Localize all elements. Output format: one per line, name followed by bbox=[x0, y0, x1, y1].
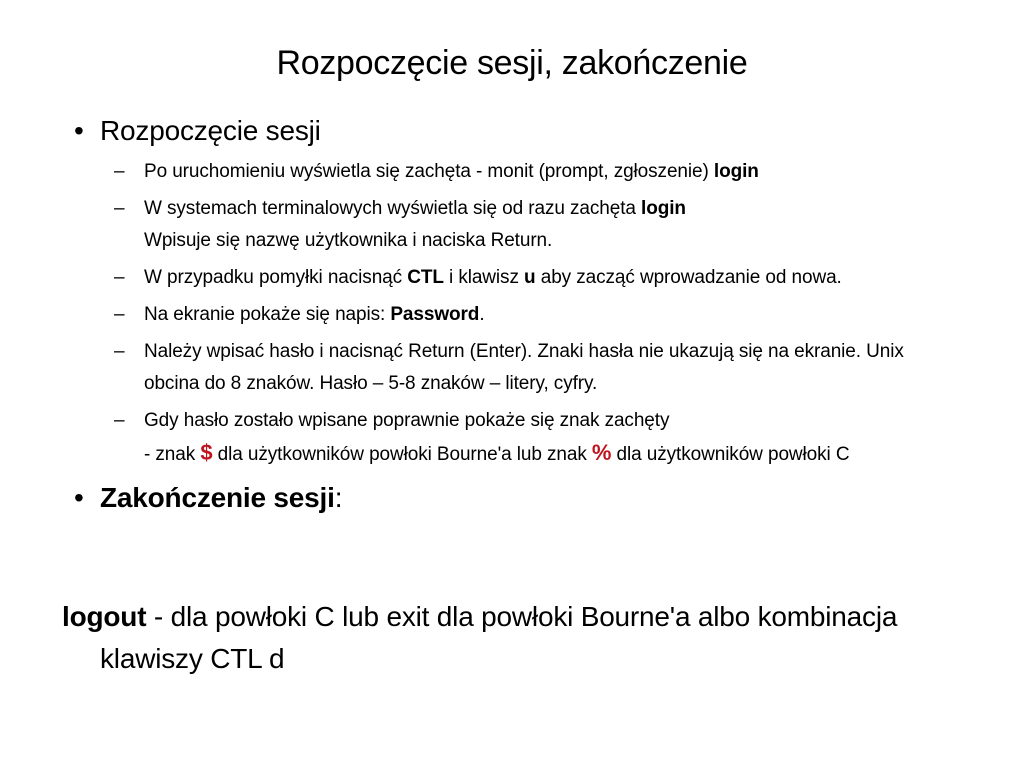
sub-item bbox=[108, 405, 962, 471]
sub-item-text: Wpisuje się nazwę użytkownika i naciska Return. bbox=[144, 230, 553, 251]
keyword: Password bbox=[390, 304, 480, 325]
sub-item bbox=[108, 156, 962, 188]
keyword: logout bbox=[62, 601, 147, 632]
dash-icon: – bbox=[114, 198, 125, 219]
keyword: login bbox=[713, 161, 759, 182]
sub-item-text: W przypadku pomyłki nacisnąć bbox=[144, 267, 408, 288]
section-heading: Rozpoczęcie sesji bbox=[100, 115, 321, 146]
keyword: login bbox=[641, 198, 686, 219]
sub-item-text: dla użytkowników powłoki C bbox=[611, 444, 850, 465]
dash-icon: – bbox=[114, 341, 125, 362]
bullet-icon: • bbox=[74, 482, 84, 513]
sub-item-text: Po uruchomieniu wyświetla się zachęta - monit (prompt, zgłoszenie) bbox=[144, 161, 714, 182]
sub-item-text: W systemach terminalowych wyświetla się od razu zachęta bbox=[144, 198, 642, 219]
paragraph-text: - dla powłoki C lub exit dla powłoki Bourne'a albo kombinacja klawiszy CTL d bbox=[100, 601, 898, 674]
dash-icon: – bbox=[114, 267, 125, 288]
dash-icon: – bbox=[114, 410, 125, 431]
sub-item bbox=[108, 262, 962, 294]
sub-list bbox=[108, 156, 962, 471]
slide-content bbox=[62, 112, 962, 523]
section-heading: Zakończenie sesji bbox=[100, 482, 335, 513]
heading-suffix: : bbox=[334, 482, 343, 513]
keyword: CTL bbox=[407, 267, 444, 288]
logout-paragraph bbox=[62, 596, 1000, 680]
sub-item-text: i klawisz bbox=[443, 267, 525, 288]
bullet-icon: • bbox=[74, 115, 84, 146]
keyword: u bbox=[524, 267, 536, 288]
dash-icon: – bbox=[114, 161, 125, 182]
sub-item-text: Należy wpisać hasło i nacisnąć Return (Enter). Znaki hasła nie ukazują się na ekranie. Unix obcina do 8 znaków. Hasło – 5-8 znaków – litery, cyfry. bbox=[144, 341, 904, 394]
sub-item bbox=[108, 336, 962, 400]
bullet-item-start-session bbox=[62, 112, 962, 150]
sub-item-text: Na ekranie pokaże się napis: bbox=[144, 304, 391, 325]
sub-item bbox=[108, 299, 962, 331]
sub-item-text: Gdy hasło zostało wpisane poprawnie pokaże się znak zachęty bbox=[144, 410, 670, 431]
sub-item-text: dla użytkowników powłoki Bourne'a lub znak bbox=[212, 444, 592, 465]
sub-item-text: . bbox=[479, 304, 485, 325]
sub-item-text: - znak bbox=[144, 444, 201, 465]
percent-symbol: % bbox=[591, 440, 612, 465]
sub-item-text: aby zacząć wprowadzanie od nowa. bbox=[535, 267, 842, 288]
bullet-item-end-session bbox=[62, 479, 962, 517]
sub-item bbox=[108, 193, 962, 257]
slide-title: Rozpoczęcie sesji, zakończenie bbox=[276, 44, 748, 82]
dollar-symbol: $ bbox=[200, 440, 213, 465]
dash-icon: – bbox=[114, 304, 125, 325]
